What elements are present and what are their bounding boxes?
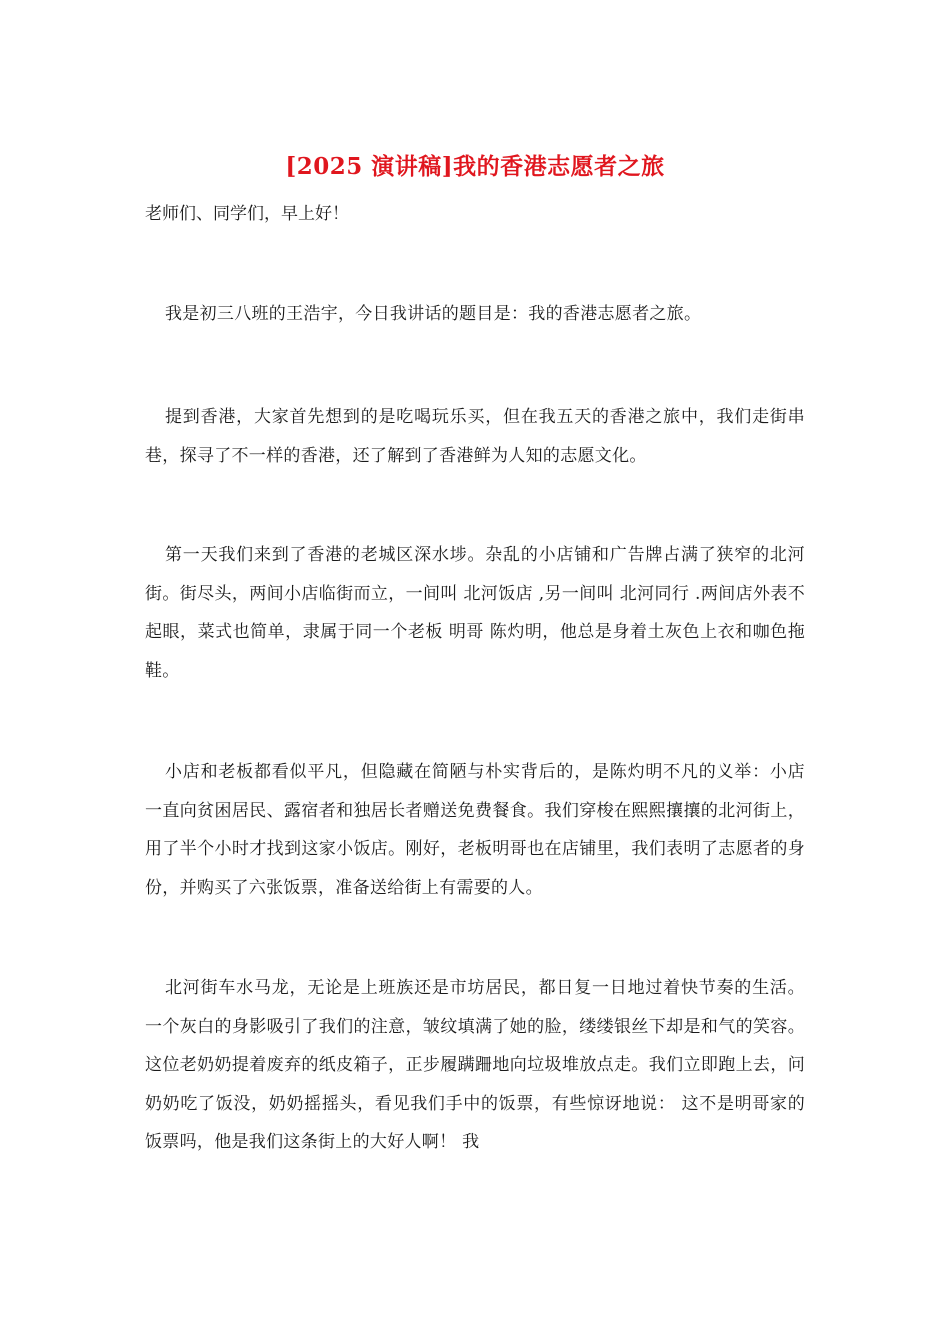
paragraph-intro: 我是初三八班的王浩宇，今日我讲话的题目是：我的香港志愿者之旅。 (165, 304, 702, 324)
paragraph-shop-owner: 小店和老板都看似平凡，但隐藏在简陋与朴实背后的，是陈灼明不凡的义举：小店一直向贫困居民、露宿者和独居长者赠送免费餐食。我们穿梭在熙熙攘攘的北河街上，用了半个小时才找到这家小饭店。刚好，老板明哥也在店铺里，我们表明了志愿者的身份，并购买了六张饭票，准备送给街上有需要的人。 (145, 762, 805, 898)
paragraph-grandma: 北河街车水马龙，无论是上班族还是市坊居民，都日复一日地过着快节奏的生活。一个灰白的身影吸引了我们的注意，皱纹填满了她的脸，缕缕银丝下却是和气的笑容。这位老奶奶提着废弃的纸皮箱子，正步履蹒跚地向垃圾堆放点走。我们立即跑上去，问奶奶吃了饭没，奶奶摇摇头，看见我们手中的饭票，有些惊讶地说： 这不是明哥家的饭票吗，他是我们这条街上的大好人啊！ 我 (145, 978, 805, 1152)
document-title: [2025 演讲稿]我的香港志愿者之旅 (285, 153, 665, 180)
paragraph-hongkong: 提到香港，大家首先想到的是吃喝玩乐买，但在我五天的香港之旅中，我们走街串巷，探寻了不一样的香港，还了解到了香港鲜为人知的志愿文化。 (145, 407, 805, 466)
paragraph-first-day: 第一天我们来到了香港的老城区深水埗。杂乱的小店铺和广告牌占满了狭窄的北河街。街尽头，两间小店临街而立，一间叫 北河饭店 ,另一间叫 北河同行 .两间店外表不起眼，菜式也简单，隶属于同一个老板 明哥 陈灼明，他总是身着土灰色上衣和咖色拖鞋。 (145, 545, 805, 681)
greeting-line: 老师们、同学们，早上好！ (145, 204, 349, 224)
